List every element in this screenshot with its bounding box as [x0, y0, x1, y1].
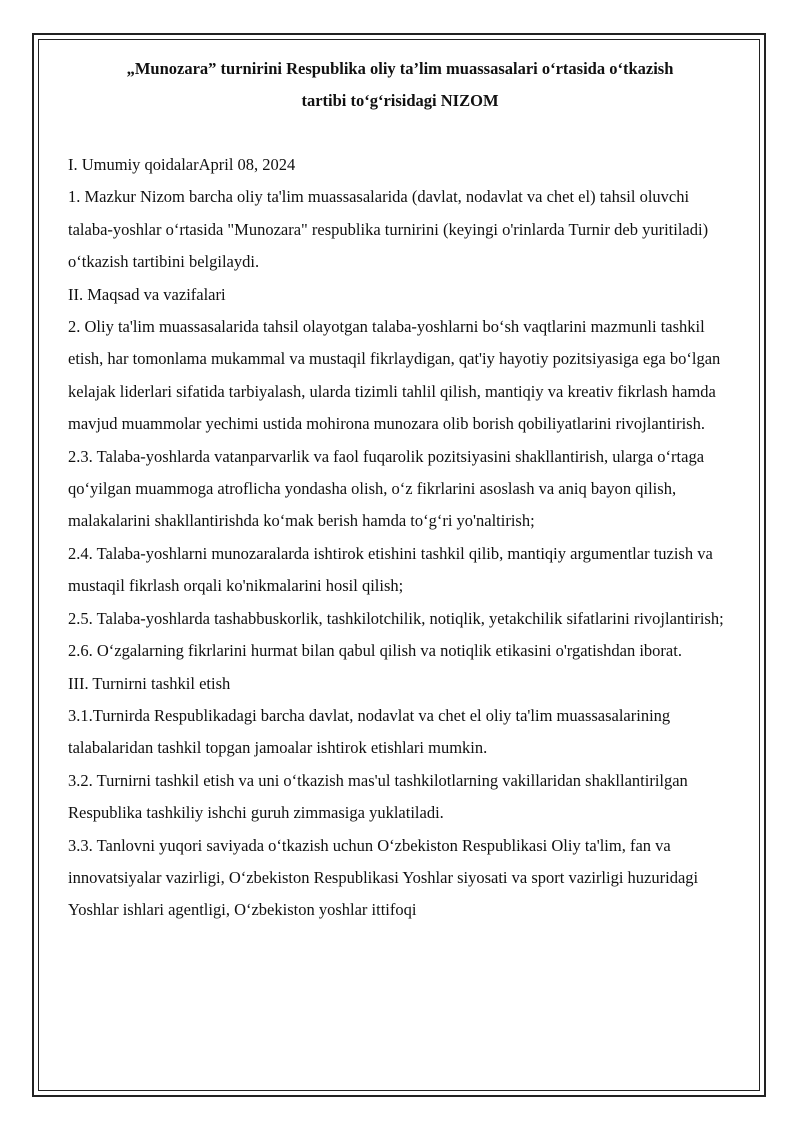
paragraph-3-1: 3.1.Turnirda Respublikadagi barcha davlat, nodavlat va chet el oliy ta'lim muassasalarining talabalaridan tashkil topgan jamoalar ishtirok etishlari mumkin.	[68, 705, 671, 758]
document-body	[68, 149, 732, 927]
paragraph-1: 1. Mazkur Nizom barcha oliy ta'lim muassasalarida (davlat, nodavlat va chet el) tahsil oluvchi talaba-yoshlar oʻrtasida "Munozara" respublika turnirini (keyingi o'rinlarda Turnir deb yuritiladi) oʻtkazish tartibini belgilaydi.	[68, 187, 709, 272]
title-line-1: „Munozara” turnirini Respublika oliy ta’lim muassasalari oʻrtasida oʻtkazish	[126, 59, 674, 78]
paragraph-2-6: 2.6. Oʻzgalarning fikrlarini hurmat bilan qabul qilish va notiqlik etikasini o'rgatishdan iborat.	[68, 641, 682, 661]
paragraph-2: 2. Oliy ta'lim muassasalarida tahsil olayotgan talaba-yoshlarni boʻsh vaqtlarini mazmunli tashkil etish, har tomonlama mukammal va mustaqil fikrlaydigan, qat'iy hayotiy pozitsiyasiga ega boʻlgan kelajak liderlari sifatida tarbiyalash, ularda tizimli tahlil qilish, mantiqiy va kreativ fikrlash hamda mavjud muammolar yechimi ustida mohirona munozara olib borish qobiliyatlarini rivojlantirish.	[68, 317, 721, 434]
title-line-2: tartibi toʻgʻrisidagi NIZOM	[301, 91, 499, 110]
paragraph-2-5: 2.5. Talaba-yoshlarda tashabbuskorlik, tashkilotchilik, notiqlik, yetakchilik sifatlarini rivojlantirish;	[68, 608, 724, 628]
section-heading-goals: II. Maqsad va vazifalari	[68, 284, 226, 304]
section-heading-organization: III. Turnirni tashkil etish	[68, 673, 231, 693]
document-title	[68, 53, 732, 117]
paragraph-3-2: 3.2. Turnirni tashkil etish va uni oʻtkazish mas'ul tashkilotlarning vakillaridan shakllantirilgan Respublika tashkiliy ishchi guruh zimmasiga yuklatiladi.	[68, 770, 688, 823]
section-heading-general: I. Umumiy qoidalarApril 08, 2024	[68, 155, 296, 174]
paragraph-2-4: 2.4. Talaba-yoshlarni munozaralarda ishtirok etishini tashkil qilib, mantiqiy argumentlar tuzish va mustaqil fikrlash orqali ko'nikmalarini hosil qilish;	[68, 543, 713, 596]
document-content	[68, 53, 732, 927]
paragraph-2-3: 2.3. Talaba-yoshlarda vatanparvarlik va faol fuqarolik pozitsiyasini shakllantirish, ularga oʻrtaga qoʻyilgan muammoga atroflicha yondasha olish, oʻz fikrlarini asoslash va aniq bayon qilish, malakalarini shakllantirishda koʻmak berish hamda toʻgʻri yo'naltirish;	[68, 446, 705, 531]
paragraph-3-3: 3.3. Tanlovni yuqori saviyada oʻtkazish uchun Oʻzbekiston Respublikasi Oliy ta'lim, fan va innovatsiyalar vazirligi, Oʻzbekiston Respublikasi Yoshlar siyosati va sport vazirligi huzuridagi Yoshlar ishlari agentligi, Oʻzbekiston yoshlar ittifoqi	[68, 835, 699, 920]
